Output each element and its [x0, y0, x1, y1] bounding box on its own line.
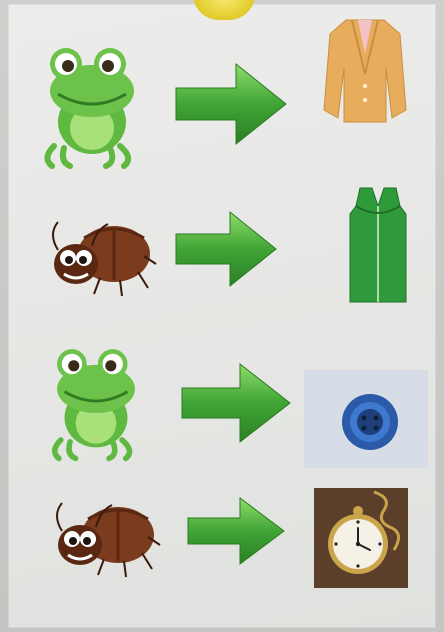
frog-icon — [36, 36, 148, 172]
vest-illustration — [346, 184, 410, 306]
arrow-right-icon — [186, 496, 286, 566]
arrow-illustration — [186, 496, 286, 566]
frog-illustration — [44, 338, 148, 464]
vest-icon — [346, 184, 410, 306]
jacket-icon — [322, 14, 408, 126]
pocket-watch-icon — [314, 488, 408, 588]
frog-icon — [44, 338, 148, 464]
arrow-illustration — [174, 210, 278, 288]
frog-illustration — [36, 36, 148, 172]
beetle-illustration — [40, 214, 158, 298]
arrow-right-icon — [174, 62, 288, 146]
arrow-right-icon — [180, 362, 292, 444]
arrow-illustration — [180, 362, 292, 444]
beetle-icon — [40, 214, 158, 298]
beetle-illustration — [44, 494, 162, 580]
arrow-right-icon — [174, 210, 278, 288]
beetle-icon — [44, 494, 162, 580]
button-photo — [304, 370, 428, 468]
arrow-illustration — [174, 62, 288, 146]
pocket-watch-photo — [314, 488, 408, 588]
button-icon — [304, 370, 428, 468]
jacket-illustration — [322, 14, 408, 126]
